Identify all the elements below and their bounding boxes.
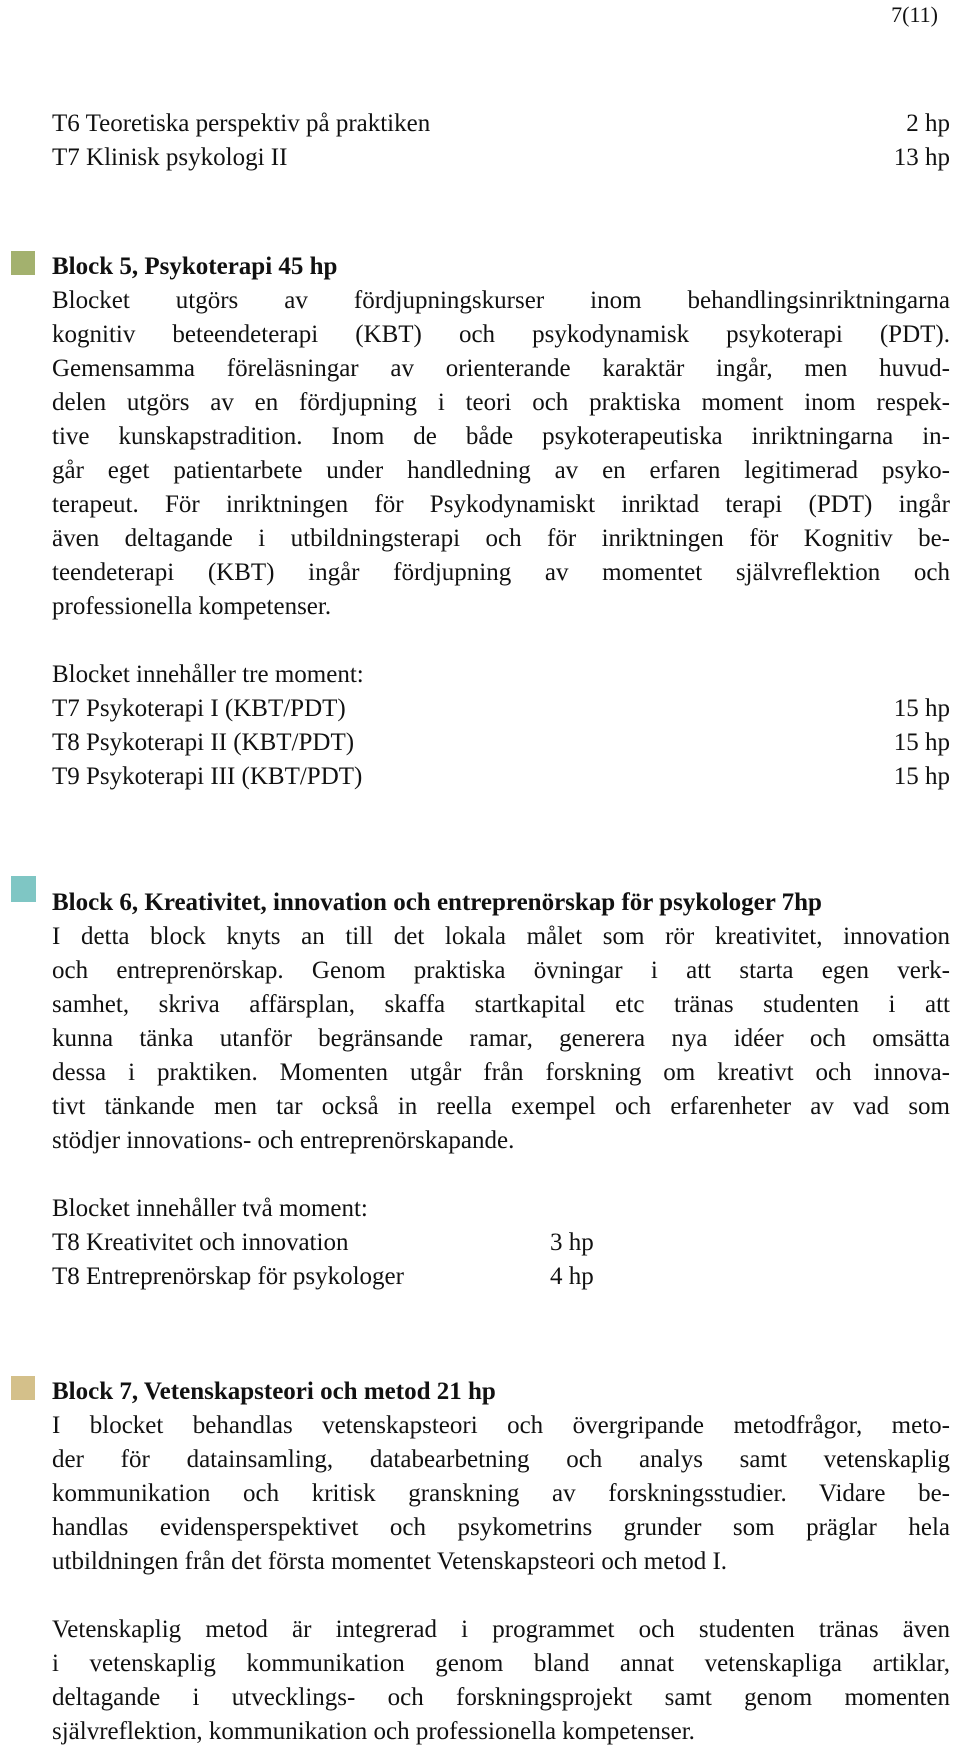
top-course-list <box>52 107 950 175</box>
moment-row <box>52 726 950 760</box>
block-heading-text: Block 5, Psykoterapi 45 hp <box>52 253 338 280</box>
block-marker-icon <box>11 876 36 902</box>
moment-name: T7 Psykoterapi I (KBT/PDT) <box>52 695 346 722</box>
block-5-heading <box>52 250 950 284</box>
text-line: tivt tänkande men tar också in reella exempel och erfarenheter av vad som <box>52 1093 950 1120</box>
moment-name: T8 Psykoterapi II (KBT/PDT) <box>52 729 355 756</box>
text-line: der för datainsamling, databearbetning och analys samt vetenskaplig <box>52 1446 950 1473</box>
block-5-section <box>52 250 950 794</box>
text-line: kommunikation och kritisk granskning av forskningsstudier. Vidare be- <box>52 1480 950 1507</box>
text-line: I blocket behandlas vetenskapsteori och övergripande metodfrågor, meto- <box>52 1412 950 1439</box>
text-line: självreflektion, kommunikation och professionella kompetenser. <box>52 1718 695 1745</box>
course-row <box>52 107 950 141</box>
course-name: T6 Teoretiska perspektiv på praktiken <box>52 110 431 137</box>
moment-row <box>52 1226 950 1260</box>
moments-intro: Blocket innehåller tre moment: <box>52 661 364 688</box>
block-7-method-paragraph <box>52 1613 950 1749</box>
text-line: går eget patientarbete under handledning av en erfaren legitimerad psyko- <box>52 457 950 484</box>
block-7-section <box>52 1375 950 1749</box>
block-7-heading <box>52 1375 950 1409</box>
course-credits: 2 hp <box>906 110 950 137</box>
text-line: stödjer innovations- och entreprenörskapande. <box>52 1127 515 1154</box>
moment-credits: 15 hp <box>893 763 950 790</box>
text-line: professionella kompetenser. <box>52 593 332 620</box>
block-marker-icon <box>11 251 35 275</box>
block-7-description <box>52 1409 950 1579</box>
course-name: T7 Klinisk psykologi II <box>52 144 288 171</box>
block-6-section <box>52 886 950 1294</box>
moment-credits: 4 hp <box>550 1263 594 1290</box>
block-heading-text: Block 6, Kreativitet, innovation och entreprenörskap för psykologer 7hp <box>52 889 822 916</box>
text-line: utbildningen från det första momentet Vetenskapsteori och metod I. <box>52 1548 728 1575</box>
moment-credits: 15 hp <box>893 729 950 756</box>
moment-name: T9 Psykoterapi III (KBT/PDT) <box>52 763 363 790</box>
block-marker-icon <box>11 1376 35 1400</box>
text-line: kognitiv beteendeterapi (KBT) och psykodynamisk psykoterapi (PDT). <box>52 321 950 348</box>
block-6-heading <box>52 886 950 920</box>
text-line: kunna tänka utanför begränsande ramar, generera nya idéer och omsätta <box>52 1025 950 1052</box>
text-line: Gemensamma föreläsningar av orienterande karaktär ingår, men huvud- <box>52 355 950 382</box>
page-number: 7(11) <box>891 2 938 27</box>
moments-intro: Blocket innehåller två moment: <box>52 1195 368 1222</box>
text-line: teendeterapi (KBT) ingår fördjupning av momentet självreflektion och <box>52 559 950 586</box>
moment-credits: 3 hp <box>550 1229 594 1256</box>
moment-row <box>52 692 950 726</box>
moment-name: T8 Kreativitet och innovation <box>52 1229 349 1256</box>
text-line: samhet, skriva affärsplan, skaffa startkapital etc tränas studenten i att <box>52 991 950 1018</box>
text-line: I detta block knyts an till det lokala målet som rör kreativitet, innovation <box>52 923 950 950</box>
text-line: tive kunskapstradition. Inom de både psykoterapeutiska inriktningarna in- <box>52 423 950 450</box>
block-5-description <box>52 284 950 624</box>
text-line: och entreprenörskap. Genom praktiska övningar i att starta egen verk- <box>52 957 950 984</box>
block-heading-text: Block 7, Vetenskapsteori och metod 21 hp <box>52 1378 496 1405</box>
text-line: handlas evidensperspektivet och psykometrins grunder som präglar hela <box>52 1514 950 1541</box>
text-line: deltagande i utvecklings- och forskningsprojekt samt genom momenten <box>52 1684 950 1711</box>
block-6-description <box>52 920 950 1158</box>
moment-row <box>52 1260 950 1294</box>
course-row <box>52 141 950 175</box>
text-line: terapeut. För inriktningen för Psykodynamiskt inriktad terapi (PDT) ingår <box>52 491 950 518</box>
course-credits: 13 hp <box>893 144 950 171</box>
text-line: i vetenskaplig kommunikation genom bland annat vetenskapliga artiklar, <box>52 1650 950 1677</box>
text-line: Blocket utgörs av fördjupningskurser inom behandlingsinriktningarna <box>52 287 950 314</box>
text-line: Vetenskaplig metod är integrerad i programmet och studenten tränas även <box>52 1616 950 1643</box>
text-line: delen utgörs av en fördjupning i teori och praktiska moment inom respek- <box>52 389 950 416</box>
moment-credits: 15 hp <box>893 695 950 722</box>
text-line: dessa i praktiken. Momenten utgår från forskning om kreativt och innova- <box>52 1059 950 1086</box>
moment-row <box>52 760 950 794</box>
moment-name: T8 Entreprenörskap för psykologer <box>52 1263 404 1290</box>
text-line: även deltagande i utbildningsterapi och för inriktningen för Kognitiv be- <box>52 525 950 552</box>
